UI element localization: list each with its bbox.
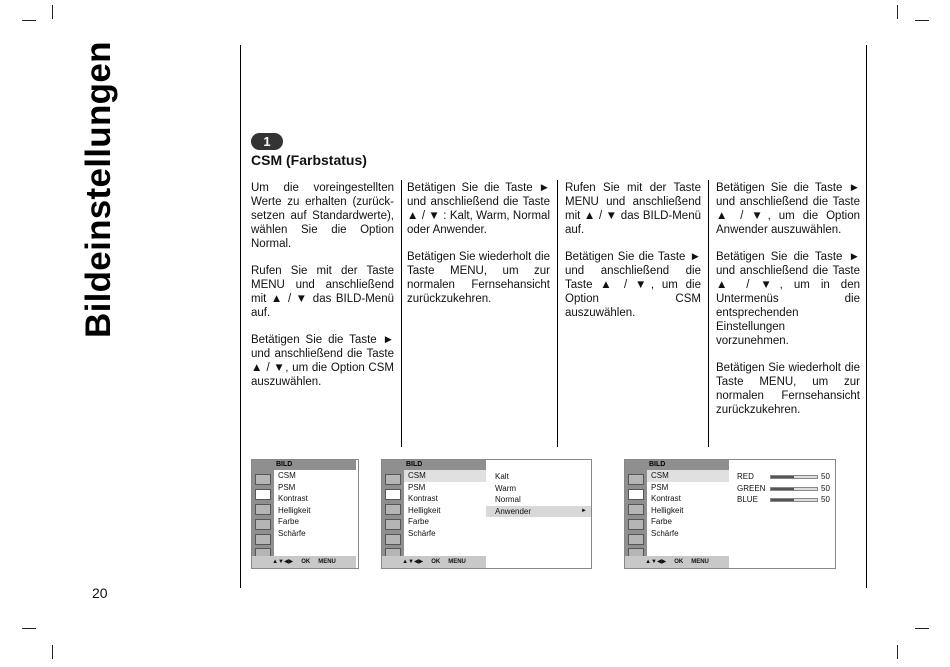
crop-mark — [897, 645, 898, 659]
osd-menu-item: PSM — [278, 482, 296, 492]
instruction-column-2 — [407, 181, 550, 319]
left-rule — [240, 45, 241, 588]
rgb-slider-fill — [771, 476, 794, 478]
osd-menu-item: Helligkeit — [278, 505, 311, 515]
instruction-paragraph: Betätigen Sie die Taste ► und anschließend die Taste ▲ / ▼, um die Option CSM auszuwählen. — [251, 334, 394, 388]
picture-icon — [385, 489, 401, 500]
osd-menu-item-selected: CSM — [647, 470, 729, 482]
rgb-row-green — [733, 483, 835, 495]
rgb-value: 50 — [821, 472, 830, 481]
instruction-paragraph: Betätigen Sie wiederholt die Taste MENU, um zur normalen Fernsehansicht zurückzukehren. — [407, 251, 550, 305]
column-divider — [557, 180, 558, 447]
column-divider — [401, 180, 402, 447]
rgb-value: 50 — [821, 483, 830, 493]
instruction-paragraph: Betätigen Sie die Taste ► und anschließend die Taste ▲ / ▼, um die Option Anwender auszuwählen. — [716, 182, 860, 236]
section-title: CSM (Farbstatus) — [251, 152, 367, 168]
osd-menu-item: Farbe — [278, 517, 299, 526]
osd-footer — [625, 556, 729, 568]
instruction-paragraph: Rufen Sie mit der Taste MENU und anschließend mit ▲ / ▼ das BILD-Menü auf. — [251, 265, 394, 319]
osd-screenshot-bild-menu — [251, 459, 359, 569]
rgb-row-red — [733, 471, 835, 483]
nav-arrows-icon: ▲▼◀▶ — [645, 559, 667, 565]
crop-mark — [22, 20, 36, 21]
clock-icon — [255, 519, 271, 530]
picture-icon — [255, 489, 271, 500]
osd-menu-item: Farbe — [651, 517, 672, 526]
instruction-paragraph: Betätigen Sie die Taste ► und anschließend die Taste ▲ / ▼, um die Option CSM auszuwählen. — [565, 251, 701, 319]
osd-icon-strip — [252, 460, 274, 568]
osd-submenu — [486, 460, 591, 568]
osd-menu-item: Schärfe — [651, 528, 679, 538]
osd-submenu-label: Anwender — [495, 506, 532, 516]
sound-icon — [628, 504, 644, 515]
osd-icon-strip — [625, 460, 647, 568]
rgb-label: RED — [737, 472, 754, 481]
osd-menu-list — [404, 470, 486, 556]
osd-menu-item: PSM — [408, 482, 426, 492]
osd-menu-label: MENU — [691, 559, 709, 565]
instruction-column-3 — [565, 181, 701, 333]
crop-mark — [897, 5, 898, 19]
instruction-paragraph: Rufen Sie mit der Taste MENU und anschließend mit ▲ / ▼ das BILD-Menü auf. — [565, 182, 701, 236]
osd-submenu-item: Normal — [495, 495, 521, 504]
rgb-slider — [770, 475, 818, 479]
tv-icon — [628, 474, 644, 485]
crop-mark — [52, 5, 53, 19]
osd-menu-title: BILD — [252, 460, 356, 470]
crop-mark — [22, 628, 36, 629]
osd-footer — [252, 556, 356, 568]
step-badge: 1 — [251, 133, 283, 150]
osd-menu-item: Kontrast — [651, 494, 681, 503]
osd-menu-item: Helligkeit — [408, 505, 441, 515]
rgb-label: GREEN — [737, 483, 766, 493]
column-divider — [708, 180, 709, 447]
instruction-column-1 — [251, 181, 394, 402]
rgb-label: BLUE — [737, 495, 758, 504]
osd-menu-item: Schärfe — [278, 528, 306, 538]
setup-icon — [385, 534, 401, 545]
osd-submenu-item: Kalt — [495, 472, 509, 481]
nav-arrows-icon: ▲▼◀▶ — [402, 559, 424, 565]
chapter-title: Bildeinstellungen — [79, 41, 118, 338]
rgb-value: 50 — [821, 495, 830, 504]
osd-icon-strip — [382, 460, 404, 568]
osd-menu-label: MENU — [448, 559, 466, 565]
sound-icon — [255, 504, 271, 515]
rgb-slider-fill — [771, 488, 794, 490]
osd-ok-label: OK — [431, 559, 441, 565]
setup-icon — [255, 534, 271, 545]
crop-mark — [915, 20, 929, 21]
instruction-paragraph: Betätigen Sie die Taste ► und anschließend die Taste ▲ / ▼, um in den Untermenüs die entsprechenden Einstellungen vorzunehmen. — [716, 251, 860, 347]
osd-menu-title: BILD — [625, 460, 729, 470]
osd-menu-item: PSM — [651, 482, 669, 492]
osd-menu-title: BILD — [382, 460, 486, 470]
picture-icon — [628, 489, 644, 500]
osd-footer — [382, 556, 486, 568]
clock-icon — [385, 519, 401, 530]
instruction-paragraph: Um die voreingestellten Werte zu erhalten (zurück-setzen auf Standardwerte), wählen Sie die Option Normal. — [251, 182, 394, 250]
osd-menu-item: Kontrast — [278, 494, 308, 503]
tv-icon — [255, 474, 271, 485]
osd-ok-label: OK — [674, 559, 684, 565]
osd-menu-label: MENU — [318, 559, 336, 565]
rgb-slider — [770, 487, 818, 491]
osd-menu-list — [647, 470, 729, 556]
osd-menu-item: CSM — [278, 471, 296, 480]
osd-menu-item: Kontrast — [408, 494, 438, 503]
osd-rgb-panel — [729, 460, 835, 568]
osd-screenshot-rgb-adjust — [624, 459, 836, 569]
osd-menu-item: Helligkeit — [651, 505, 684, 515]
osd-menu-item-selected: CSM — [404, 470, 486, 482]
crop-mark — [915, 628, 929, 629]
setup-icon — [628, 534, 644, 545]
osd-ok-label: OK — [301, 559, 311, 565]
osd-menu-item: Schärfe — [408, 528, 436, 538]
right-rule — [866, 45, 867, 588]
crop-mark — [52, 645, 53, 659]
nav-arrows-icon: ▲▼◀▶ — [272, 559, 294, 565]
rgb-slider-fill — [771, 499, 794, 501]
sound-icon — [385, 504, 401, 515]
rgb-slider — [770, 498, 818, 502]
osd-menu-list — [274, 470, 356, 556]
instruction-column-4 — [716, 181, 860, 430]
instruction-paragraph: Betätigen Sie die Taste ► und anschließend die Taste ▲ / ▼ : Kalt, Warm, Normal oder Anwender. — [407, 182, 550, 236]
instruction-paragraph: Betätigen Sie wiederholt die Taste MENU, um zur normalen Fernsehansicht zurückzukehren. — [716, 362, 860, 416]
clock-icon — [628, 519, 644, 530]
osd-submenu-item-selected — [486, 506, 591, 518]
osd-screenshot-csm-submenu — [381, 459, 592, 569]
tv-icon — [385, 474, 401, 485]
page-number: 20 — [92, 585, 108, 601]
right-arrow-icon: ► — [581, 507, 587, 514]
rgb-row-blue — [733, 494, 835, 506]
osd-menu-item: Farbe — [408, 517, 429, 526]
osd-submenu-item: Warm — [495, 483, 517, 493]
